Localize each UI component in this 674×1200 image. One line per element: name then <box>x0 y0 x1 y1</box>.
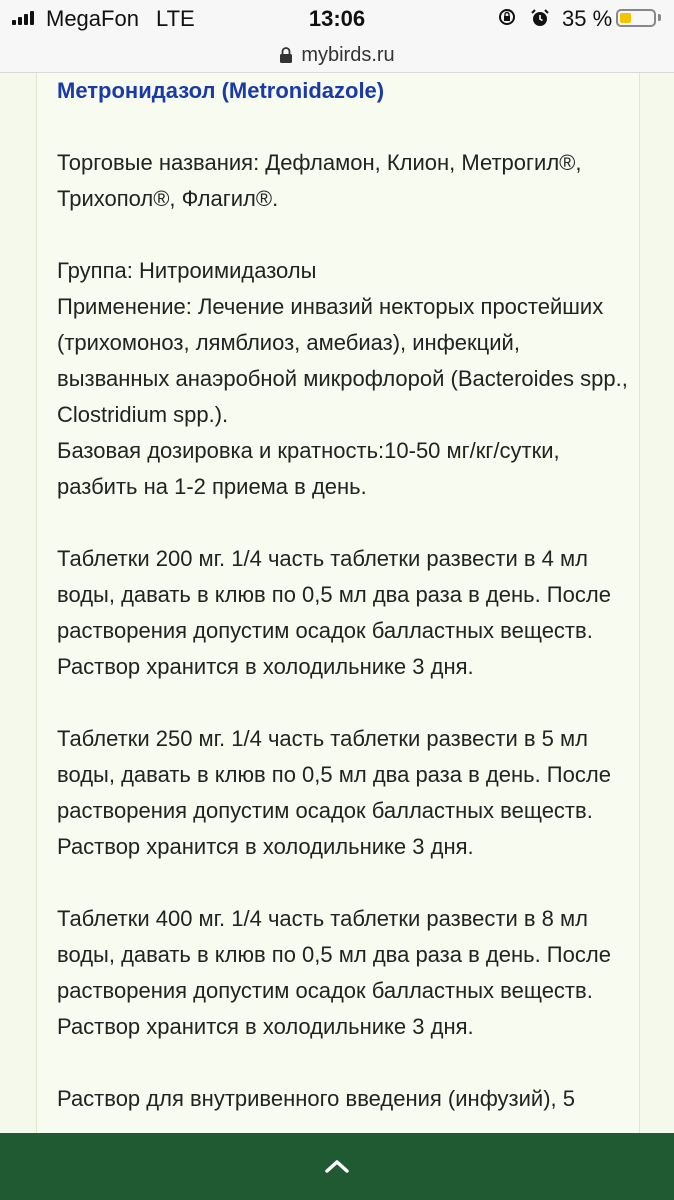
tablet-250-paragraph: Таблетки 250 мг. 1/4 часть таблетки развести в 5 мл воды, давать в клюв по 0,5 мл два раза в день. После растворения допустим осадок балластных веществ. Раствор хранится в холодильнике 3 дня. <box>57 726 611 859</box>
address-bar[interactable] <box>0 38 674 73</box>
chevron-up-icon <box>324 1158 350 1174</box>
status-bar <box>0 0 674 38</box>
trade-names-paragraph: Торговые названия: Дефламон, Клион, Метрогил®, Трихопол®, Флагил®. <box>57 150 582 211</box>
tablet-200-paragraph: Таблетки 200 мг. 1/4 часть таблетки развести в 4 мл воды, давать в клюв по 0,5 мл два раза в день. После растворения допустим осадок балластных веществ. Раствор хранится в холодильнике 3 дня. <box>57 546 611 679</box>
article-body <box>57 73 629 1117</box>
lock-icon <box>279 47 293 63</box>
battery-fill <box>620 13 631 23</box>
group-line: Группа: Нитроимидазолы <box>57 258 317 283</box>
battery-cap <box>658 14 661 21</box>
usage-paragraph: Применение: Лечение инвазий некторых простейших (трихомоноз, лямблиоз, амебиаз), инфекций, вызванных анаэробной микрофлорой (Bacteroides spp., Clostridium spp.). <box>57 294 628 427</box>
drug-title: Метронидазол (Metronidazole) <box>57 78 385 103</box>
page-url[interactable]: mybirds.ru <box>301 43 395 66</box>
rotation-lock-icon <box>498 8 516 26</box>
tablet-400-paragraph: Таблетки 400 мг. 1/4 часть таблетки развести в 8 мл воды, давать в клюв по 0,5 мл два раза в день. После растворения допустим осадок балластных веществ. Раствор хранится в холодильнике 3 дня. <box>57 906 611 1039</box>
infusion-paragraph: Раствор для внутривенного введения (инфузий), 5 <box>57 1086 575 1111</box>
address-bar-content[interactable] <box>0 38 674 72</box>
battery-percentage: 35 % <box>562 6 613 31</box>
carrier-name: MegaFon <box>46 6 139 31</box>
alarm-icon <box>530 8 550 28</box>
article-column <box>36 73 640 1133</box>
dosage-paragraph: Базовая дозировка и кратность:10-50 мг/кг/сутки, разбить на 1-2 приема в день. <box>57 438 560 499</box>
network-type: LTE <box>156 6 195 31</box>
status-time: 13:06 <box>308 6 366 31</box>
bottom-toolbar <box>0 1133 674 1200</box>
battery-icon <box>616 9 656 27</box>
scroll-to-top-button[interactable] <box>317 1151 357 1181</box>
